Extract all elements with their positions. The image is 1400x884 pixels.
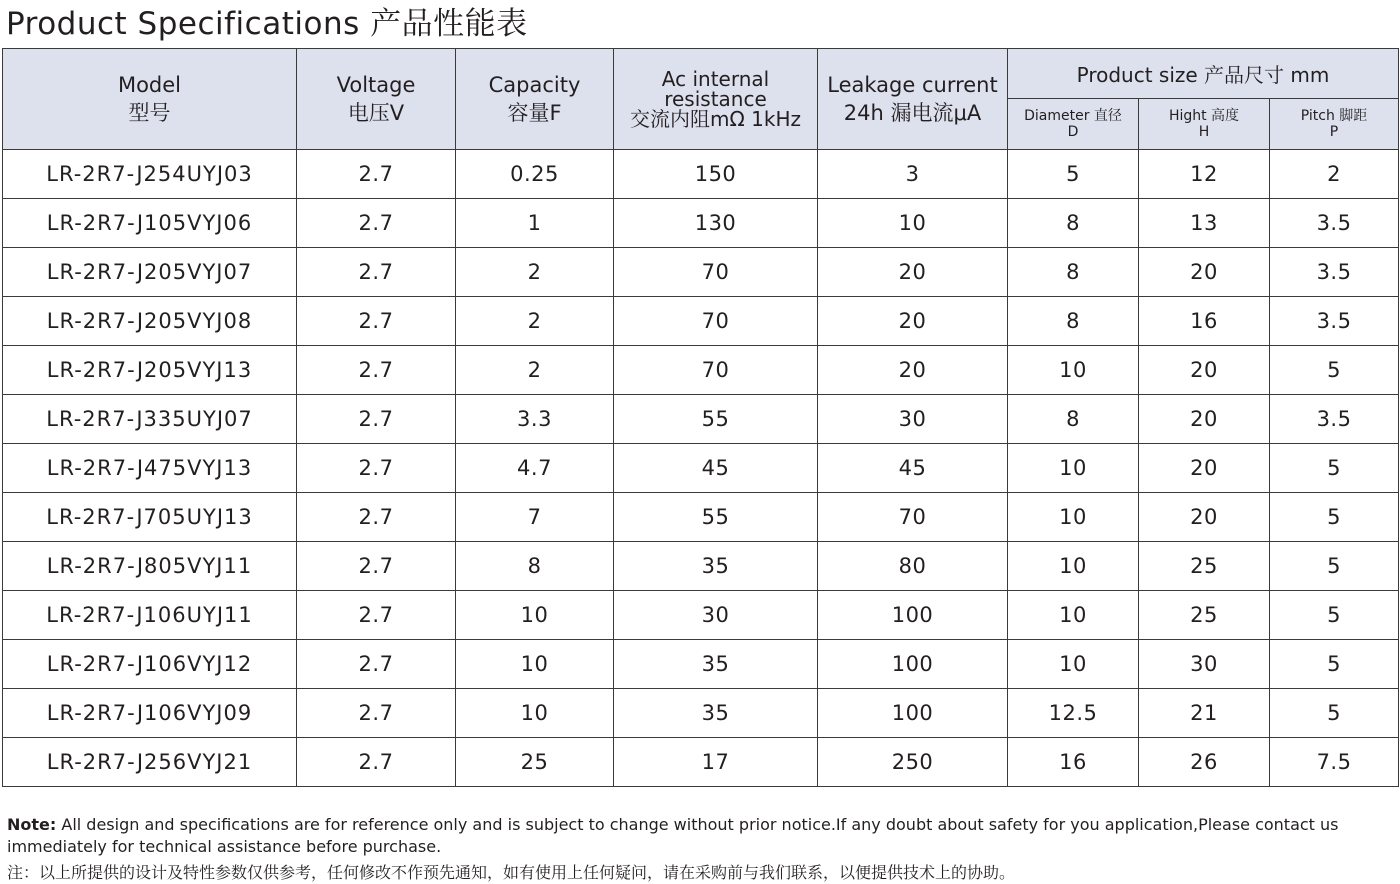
- cell-voltage: 2.7: [297, 346, 456, 395]
- cell-capacity: 10: [456, 689, 614, 738]
- cell-diameter: 16: [1008, 738, 1139, 787]
- cell-capacity: 10: [456, 640, 614, 689]
- cell-diameter: 10: [1008, 346, 1139, 395]
- cell-resistance: 130: [614, 199, 818, 248]
- cell-resistance: 70: [614, 346, 818, 395]
- header-leakage-current: Leakage current 24h 漏电流μA: [818, 49, 1008, 150]
- cell-resistance: 55: [614, 493, 818, 542]
- cell-model: LR-2R7-J335UYJ07: [3, 395, 297, 444]
- cell-capacity: 8: [456, 542, 614, 591]
- cell-voltage: 2.7: [297, 542, 456, 591]
- cell-capacity: 2: [456, 248, 614, 297]
- cell-height: 12: [1139, 150, 1270, 199]
- cell-capacity: 2: [456, 346, 614, 395]
- cell-voltage: 2.7: [297, 493, 456, 542]
- specifications-table: [2, 48, 1399, 787]
- cell-leakage-current: 250: [818, 738, 1008, 787]
- header-diameter: Diameter 直径 D: [1008, 99, 1139, 150]
- cell-pitch: 5: [1270, 346, 1399, 395]
- cell-resistance: 70: [614, 297, 818, 346]
- cell-voltage: 2.7: [297, 738, 456, 787]
- cell-voltage: 2.7: [297, 199, 456, 248]
- cell-leakage-current: 100: [818, 591, 1008, 640]
- cell-height: 20: [1139, 493, 1270, 542]
- cell-model: LR-2R7-J475VYJ13: [3, 444, 297, 493]
- cell-pitch: 5: [1270, 542, 1399, 591]
- cell-resistance: 55: [614, 395, 818, 444]
- cell-voltage: 2.7: [297, 591, 456, 640]
- notes: [7, 814, 1397, 884]
- cell-model: LR-2R7-J805VYJ11: [3, 542, 297, 591]
- cell-voltage: 2.7: [297, 444, 456, 493]
- cell-diameter: 5: [1008, 150, 1139, 199]
- table-row: [3, 591, 1399, 640]
- cell-resistance: 70: [614, 248, 818, 297]
- cell-voltage: 2.7: [297, 395, 456, 444]
- header-capacity: Capacity 容量F: [456, 49, 614, 150]
- cell-pitch: 3.5: [1270, 395, 1399, 444]
- cell-pitch: 3.5: [1270, 248, 1399, 297]
- cell-pitch: 5: [1270, 493, 1399, 542]
- table-row: [3, 689, 1399, 738]
- cell-model: LR-2R7-J106UYJ11: [3, 591, 297, 640]
- cell-pitch: 7.5: [1270, 738, 1399, 787]
- header-pitch: Pitch 脚距 P: [1270, 99, 1399, 150]
- cell-resistance: 17: [614, 738, 818, 787]
- cell-leakage-current: 30: [818, 395, 1008, 444]
- cell-resistance: 150: [614, 150, 818, 199]
- header-height: Hight 高度 H: [1139, 99, 1270, 150]
- table-row: [3, 297, 1399, 346]
- cell-voltage: 2.7: [297, 150, 456, 199]
- cell-height: 20: [1139, 346, 1270, 395]
- note-english-text: All design and specifications are for reference only and is subject to change without prior notice.If any doubt about safety for you application,Please contact us immediately for technical assistance before purchase.: [7, 815, 1339, 856]
- cell-height: 13: [1139, 199, 1270, 248]
- table-row: [3, 395, 1399, 444]
- cell-capacity: 4.7: [456, 444, 614, 493]
- cell-model: LR-2R7-J256VYJ21: [3, 738, 297, 787]
- cell-model: LR-2R7-J105VYJ06: [3, 199, 297, 248]
- cell-leakage-current: 10: [818, 199, 1008, 248]
- cell-model: LR-2R7-J705UYJ13: [3, 493, 297, 542]
- cell-leakage-current: 20: [818, 297, 1008, 346]
- header-product-size: Product size 产品尺寸 mm: [1008, 49, 1399, 99]
- cell-diameter: 10: [1008, 493, 1139, 542]
- note-label: Note:: [7, 815, 57, 834]
- cell-capacity: 3.3: [456, 395, 614, 444]
- note-english: [7, 814, 1397, 858]
- cell-capacity: 25: [456, 738, 614, 787]
- cell-model: LR-2R7-J205VYJ08: [3, 297, 297, 346]
- cell-leakage-current: 70: [818, 493, 1008, 542]
- table-row: [3, 444, 1399, 493]
- cell-leakage-current: 20: [818, 346, 1008, 395]
- cell-pitch: 3.5: [1270, 297, 1399, 346]
- cell-leakage-current: 45: [818, 444, 1008, 493]
- table-row: [3, 199, 1399, 248]
- cell-diameter: 8: [1008, 297, 1139, 346]
- cell-diameter: 10: [1008, 542, 1139, 591]
- cell-diameter: 8: [1008, 199, 1139, 248]
- cell-capacity: 7: [456, 493, 614, 542]
- cell-resistance: 35: [614, 542, 818, 591]
- cell-diameter: 8: [1008, 395, 1139, 444]
- cell-pitch: 5: [1270, 689, 1399, 738]
- cell-diameter: 8: [1008, 248, 1139, 297]
- cell-diameter: 10: [1008, 444, 1139, 493]
- cell-voltage: 2.7: [297, 689, 456, 738]
- page-title: Product Specifications 产品性能表: [6, 6, 528, 42]
- cell-pitch: 5: [1270, 640, 1399, 689]
- cell-model: LR-2R7-J205VYJ13: [3, 346, 297, 395]
- table-row: [3, 346, 1399, 395]
- table-row: [3, 248, 1399, 297]
- cell-resistance: 45: [614, 444, 818, 493]
- cell-model: LR-2R7-J106VYJ09: [3, 689, 297, 738]
- cell-height: 30: [1139, 640, 1270, 689]
- cell-capacity: 2: [456, 297, 614, 346]
- cell-leakage-current: 3: [818, 150, 1008, 199]
- cell-height: 25: [1139, 542, 1270, 591]
- cell-height: 25: [1139, 591, 1270, 640]
- cell-resistance: 35: [614, 689, 818, 738]
- cell-height: 20: [1139, 444, 1270, 493]
- cell-height: 21: [1139, 689, 1270, 738]
- cell-height: 20: [1139, 248, 1270, 297]
- cell-resistance: 30: [614, 591, 818, 640]
- cell-leakage-current: 100: [818, 689, 1008, 738]
- cell-resistance: 35: [614, 640, 818, 689]
- cell-model: LR-2R7-J106VYJ12: [3, 640, 297, 689]
- cell-pitch: 5: [1270, 444, 1399, 493]
- cell-capacity: 0.25: [456, 150, 614, 199]
- cell-model: LR-2R7-J254UYJ03: [3, 150, 297, 199]
- cell-height: 26: [1139, 738, 1270, 787]
- cell-voltage: 2.7: [297, 640, 456, 689]
- table-row: [3, 150, 1399, 199]
- cell-height: 20: [1139, 395, 1270, 444]
- cell-height: 16: [1139, 297, 1270, 346]
- cell-diameter: 10: [1008, 591, 1139, 640]
- cell-voltage: 2.7: [297, 297, 456, 346]
- header-voltage: Voltage 电压V: [297, 49, 456, 150]
- cell-diameter: 10: [1008, 640, 1139, 689]
- cell-pitch: 2: [1270, 150, 1399, 199]
- table-row: [3, 738, 1399, 787]
- note-chinese: 注：以上所提供的设计及特性参数仅供参考，任何修改不作预先通知，如有使用上任何疑问，请在采购前与我们联系，以便提供技术上的协助。: [7, 863, 1016, 882]
- table-header: [3, 49, 1399, 150]
- table-row: [3, 640, 1399, 689]
- cell-model: LR-2R7-J205VYJ07: [3, 248, 297, 297]
- cell-diameter: 12.5: [1008, 689, 1139, 738]
- header-model: Model 型号: [3, 49, 297, 150]
- header-resistance: Ac internal resistance 交流内阻mΩ 1kHz: [614, 49, 818, 150]
- table-row: [3, 542, 1399, 591]
- cell-capacity: 1: [456, 199, 614, 248]
- table-row: [3, 493, 1399, 542]
- cell-leakage-current: 80: [818, 542, 1008, 591]
- cell-pitch: 3.5: [1270, 199, 1399, 248]
- cell-leakage-current: 100: [818, 640, 1008, 689]
- cell-voltage: 2.7: [297, 248, 456, 297]
- cell-leakage-current: 20: [818, 248, 1008, 297]
- cell-pitch: 5: [1270, 591, 1399, 640]
- table-body: [3, 150, 1399, 787]
- cell-capacity: 10: [456, 591, 614, 640]
